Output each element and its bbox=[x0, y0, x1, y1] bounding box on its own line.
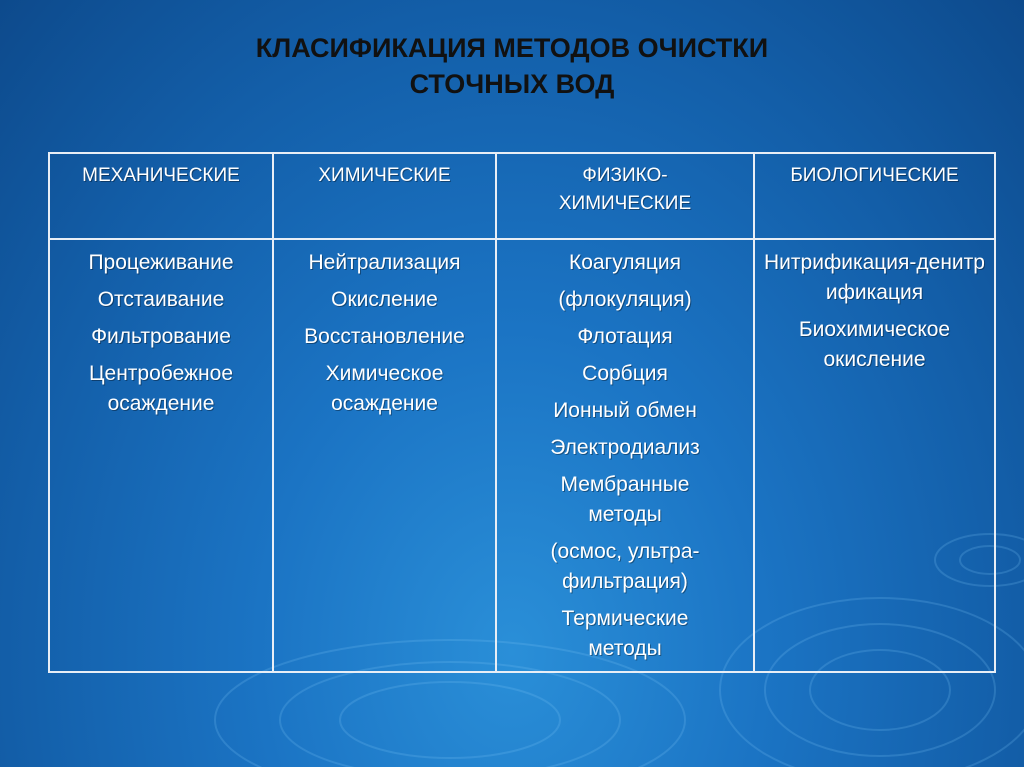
slide-title bbox=[0, 30, 1024, 102]
header-mechanical: МЕХАНИЧЕСКИЕ bbox=[49, 153, 273, 239]
header-chemical: ХИМИЧЕСКИЕ bbox=[273, 153, 496, 239]
header-row bbox=[49, 153, 995, 239]
title-line-1: КЛАСИФИКАЦИЯ МЕТОДОВ ОЧИСТКИ bbox=[255, 33, 769, 63]
column-chemical bbox=[273, 239, 496, 672]
method-item: Биохимическое окисление bbox=[798, 318, 951, 371]
method-item: Химическое осаждение bbox=[325, 362, 444, 415]
header-physicochemical-label: ФИЗИКО-ХИМИЧЕСКИЕ bbox=[558, 165, 692, 214]
column-mechanical bbox=[49, 239, 273, 672]
method-item: Центробежное осаждение bbox=[88, 362, 234, 415]
method-item: Электродиализ bbox=[550, 436, 700, 459]
column-biological bbox=[754, 239, 995, 672]
method-item: Окисление bbox=[331, 288, 438, 311]
method-item: Мембранные методы bbox=[560, 473, 690, 526]
method-item: Термические методы bbox=[561, 607, 689, 660]
method-item: Нейтрализация bbox=[308, 251, 461, 274]
method-item: Фильтрование bbox=[91, 325, 231, 348]
method-item: (осмос, ультра-фильтрация) bbox=[550, 540, 700, 593]
method-item: (флокуляция) bbox=[558, 288, 692, 311]
header-biological: БИОЛОГИЧЕСКИЕ bbox=[754, 153, 995, 239]
method-item: Отстаивание bbox=[97, 288, 225, 311]
method-item: Восстановление bbox=[304, 325, 465, 348]
title-line-2: СТОЧНЫХ ВОД bbox=[409, 69, 615, 99]
method-item: Сорбция bbox=[582, 362, 668, 385]
method-item: Ионный обмен bbox=[553, 399, 697, 422]
classification-table bbox=[48, 152, 996, 673]
header-physicochemical bbox=[496, 153, 754, 239]
method-item: Нитрификация-денитрификация bbox=[764, 251, 985, 304]
column-physicochemical bbox=[496, 239, 754, 672]
method-item: Флотация bbox=[577, 325, 673, 348]
method-item: Процеживание bbox=[88, 251, 234, 274]
methods-row bbox=[49, 239, 995, 672]
method-item: Коагуляция bbox=[568, 251, 682, 274]
